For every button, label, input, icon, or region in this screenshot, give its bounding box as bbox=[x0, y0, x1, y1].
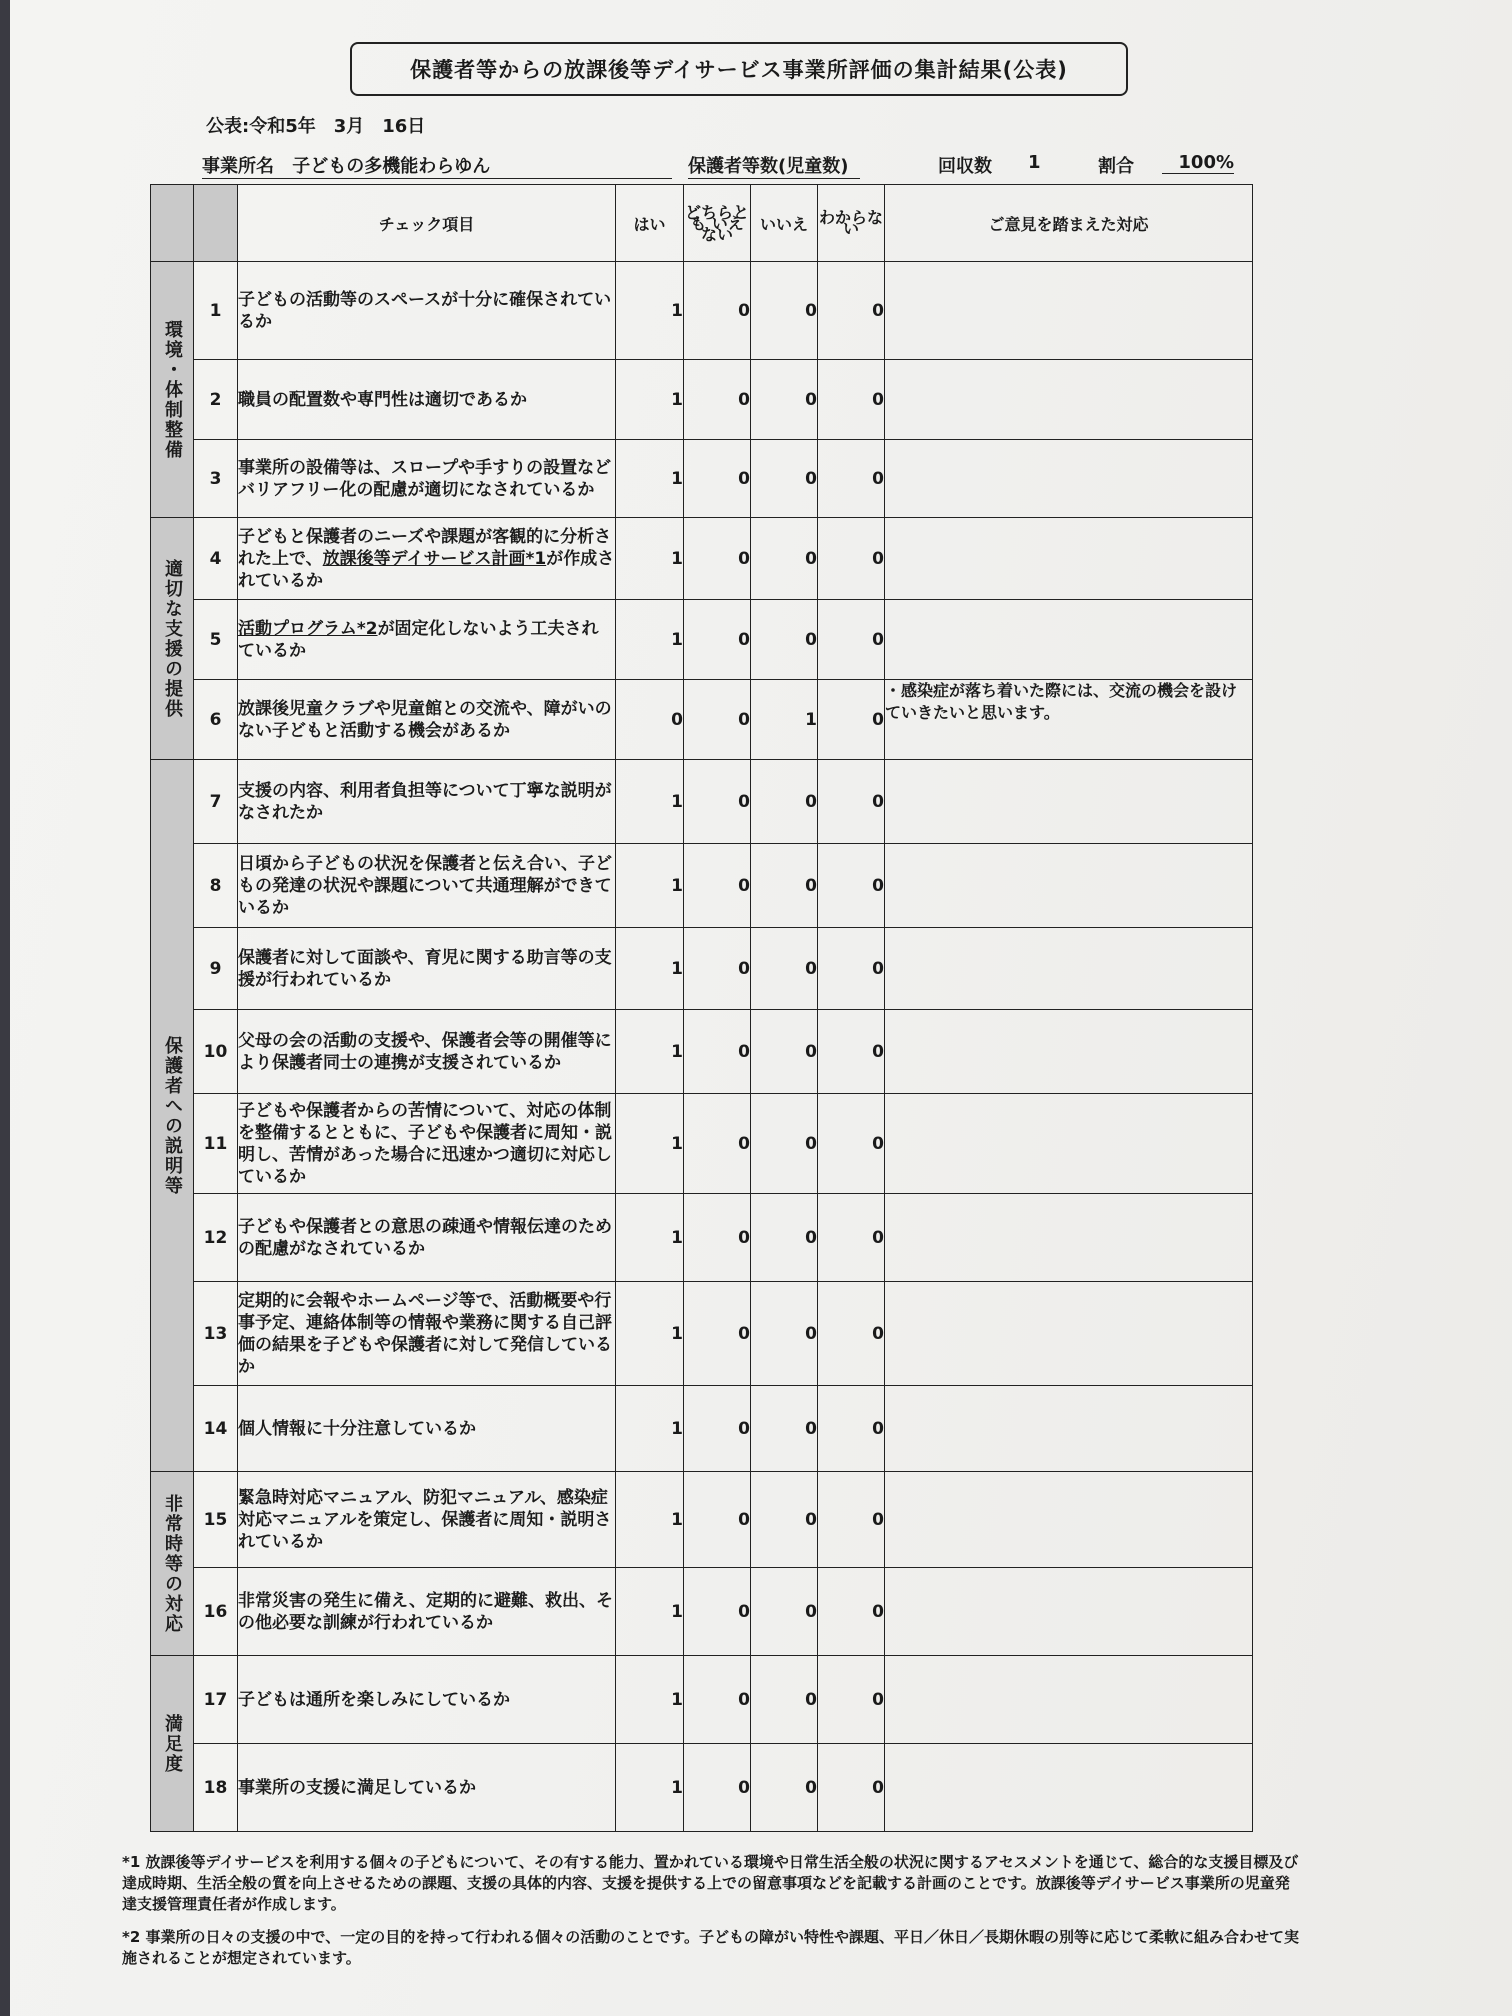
yes-count: 0 bbox=[616, 680, 684, 760]
response-cell bbox=[885, 844, 1253, 928]
table-row bbox=[151, 1568, 1253, 1656]
yes-count: 1 bbox=[616, 1472, 684, 1568]
item-number: 11 bbox=[194, 1094, 238, 1194]
evaluation-table bbox=[150, 184, 1253, 1832]
response-cell bbox=[885, 1094, 1253, 1194]
table-row bbox=[151, 600, 1253, 680]
yes-count: 1 bbox=[616, 1010, 684, 1094]
check-item: 子どもは通所を楽しみにしているか bbox=[238, 1656, 616, 1744]
number-header bbox=[194, 185, 238, 262]
footnote-1: *1 放課後等デイサービスを利用する個々の子どもについて、その有する能力、置かれている環境や日常生活全般の状況に関するアセスメントを通じて、総合的な支援目標及び達成時期、生活全般の質を向上させるための課題、支援の具体的内容、支援を提供する上での留意事項などを記載する計画のことです。放課後等デイサービス事業所の児童発達支援管理責任者が作成します。 bbox=[122, 1853, 1299, 1913]
response-cell bbox=[885, 440, 1253, 518]
item-number: 10 bbox=[194, 1010, 238, 1094]
check-item bbox=[238, 600, 616, 680]
no-header: いいえ bbox=[751, 185, 818, 262]
response-cell bbox=[885, 360, 1253, 440]
no-count: 0 bbox=[751, 1282, 818, 1386]
unknown-count: 0 bbox=[818, 1282, 885, 1386]
neither-count: 0 bbox=[684, 844, 751, 928]
table-row bbox=[151, 760, 1253, 844]
response-cell bbox=[885, 518, 1253, 600]
table-row bbox=[151, 1744, 1253, 1832]
table-row bbox=[151, 440, 1253, 518]
yes-count: 1 bbox=[616, 360, 684, 440]
response-cell bbox=[885, 928, 1253, 1010]
unknown-count: 0 bbox=[818, 680, 885, 760]
no-count: 0 bbox=[751, 1744, 818, 1832]
table-header-row bbox=[151, 185, 1253, 262]
yes-count: 1 bbox=[616, 600, 684, 680]
neither-count: 0 bbox=[684, 518, 751, 600]
response-cell bbox=[885, 1744, 1253, 1832]
unknown-count: 0 bbox=[818, 518, 885, 600]
response-cell: ・感染症が落ち着いた際には、交流の機会を設けていきたいと思います。 bbox=[885, 680, 1253, 760]
item-number: 15 bbox=[194, 1472, 238, 1568]
collected-value: 1 bbox=[1028, 152, 1041, 173]
neither-count: 0 bbox=[684, 680, 751, 760]
office-info-row bbox=[202, 152, 1234, 178]
check-item bbox=[238, 518, 616, 600]
table-row bbox=[151, 1194, 1253, 1282]
table-row bbox=[151, 680, 1253, 760]
table-row bbox=[151, 844, 1253, 928]
response-cell bbox=[885, 600, 1253, 680]
response-cell bbox=[885, 1282, 1253, 1386]
category-header bbox=[151, 185, 194, 262]
neither-count: 0 bbox=[684, 1386, 751, 1472]
yes-count: 1 bbox=[616, 760, 684, 844]
check-item-text: 子どもと保護者のニーズや課題が客観的に分析された上で、 bbox=[238, 526, 612, 569]
yes-count: 1 bbox=[616, 1094, 684, 1194]
neither-count: 0 bbox=[684, 360, 751, 440]
yes-count: 1 bbox=[616, 518, 684, 600]
table-row bbox=[151, 1094, 1253, 1194]
neither-count: 0 bbox=[684, 600, 751, 680]
neither-count: 0 bbox=[684, 1194, 751, 1282]
no-count: 0 bbox=[751, 518, 818, 600]
no-count: 0 bbox=[751, 1386, 818, 1472]
neither-count: 0 bbox=[684, 440, 751, 518]
table-row bbox=[151, 360, 1253, 440]
category-cell: 満足度 bbox=[151, 1656, 194, 1832]
item-number: 5 bbox=[194, 600, 238, 680]
footnote-reference: 活動プログラム*2 bbox=[238, 618, 378, 639]
yes-count: 1 bbox=[616, 1282, 684, 1386]
yes-count: 1 bbox=[616, 1656, 684, 1744]
response-cell bbox=[885, 1568, 1253, 1656]
yes-count: 1 bbox=[616, 928, 684, 1010]
office-name-label: 事業所名 bbox=[202, 156, 274, 177]
yes-count: 1 bbox=[616, 1386, 684, 1472]
neither-count: 0 bbox=[684, 1282, 751, 1386]
unknown-count: 0 bbox=[818, 600, 885, 680]
item-number: 16 bbox=[194, 1568, 238, 1656]
response-cell bbox=[885, 262, 1253, 360]
response-cell bbox=[885, 1386, 1253, 1472]
check-item: 支援の内容、利用者負担等について丁寧な説明がなされたか bbox=[238, 760, 616, 844]
check-item: 保護者に対して面談や、育児に関する助言等の支援が行われているか bbox=[238, 928, 616, 1010]
unknown-count: 0 bbox=[818, 1194, 885, 1282]
table-row bbox=[151, 928, 1253, 1010]
check-item: 緊急時対応マニュアル、防犯マニュアル、感染症対応マニュアルを策定し、保護者に周知・説明されているか bbox=[238, 1472, 616, 1568]
check-item: 非常災害の発生に備え、定期的に避難、救出、その他必要な訓練が行われているか bbox=[238, 1568, 616, 1656]
unknown-count: 0 bbox=[818, 440, 885, 518]
unknown-count: 0 bbox=[818, 262, 885, 360]
collected-label: 回収数 bbox=[938, 156, 992, 177]
ratio-value: 100% bbox=[1162, 152, 1234, 174]
item-number: 1 bbox=[194, 262, 238, 360]
response-cell bbox=[885, 1472, 1253, 1568]
check-item-text: が作成されているか bbox=[238, 548, 615, 591]
no-count: 0 bbox=[751, 262, 818, 360]
item-number: 6 bbox=[194, 680, 238, 760]
response-header: ご意見を踏まえた対応 bbox=[885, 185, 1253, 262]
response-cell bbox=[885, 1194, 1253, 1282]
neither-count: 0 bbox=[684, 1568, 751, 1656]
guardian-count-label: 保護者等数(児童数) bbox=[688, 152, 860, 179]
unknown-count: 0 bbox=[818, 1472, 885, 1568]
check-item: 父母の会の活動の支援や、保護者会等の開催等により保護者同士の連携が支援されているか bbox=[238, 1010, 616, 1094]
unknown-count: 0 bbox=[818, 844, 885, 928]
table-row bbox=[151, 1472, 1253, 1568]
document-page bbox=[10, 0, 1512, 2016]
check-item-text: が固定化しないよう工夫されているか bbox=[238, 618, 599, 661]
yes-count: 1 bbox=[616, 844, 684, 928]
unknown-count: 0 bbox=[818, 1386, 885, 1472]
response-cell bbox=[885, 1010, 1253, 1094]
unknown-count: 0 bbox=[818, 1744, 885, 1832]
no-count: 0 bbox=[751, 1194, 818, 1282]
item-number: 3 bbox=[194, 440, 238, 518]
table-row bbox=[151, 1386, 1253, 1472]
table-row bbox=[151, 1010, 1253, 1094]
yes-count: 1 bbox=[616, 1194, 684, 1282]
category-cell: 保護者への説明等 bbox=[151, 760, 194, 1472]
item-number: 12 bbox=[194, 1194, 238, 1282]
footnote-2: *2 事業所の日々の支援の中で、一定の目的を持って行われる個々の活動のことです。子どもの障がい特性や課題、平日／休日／長期休暇の別等に応じて柔軟に組み合わせて実施されることが想定されています。 bbox=[122, 1928, 1300, 1967]
footnotes bbox=[122, 1852, 1304, 1981]
table-row bbox=[151, 518, 1253, 600]
check-item: 定期的に会報やホームページ等で、活動概要や行事予定、連絡体制等の情報や業務に関する自己評価の結果を子どもや保護者に対して発信しているか bbox=[238, 1282, 616, 1386]
response-cell bbox=[885, 1656, 1253, 1744]
ratio-label: 割合 bbox=[1098, 156, 1134, 177]
check-item: 日頃から子どもの状況を保護者と伝え合い、子どもの発達の状況や課題について共通理解ができているか bbox=[238, 844, 616, 928]
yes-count: 1 bbox=[616, 1568, 684, 1656]
neither-count: 0 bbox=[684, 1094, 751, 1194]
check-item: 子どもの活動等のスペースが十分に確保されているか bbox=[238, 262, 616, 360]
check-item: 個人情報に十分注意しているか bbox=[238, 1386, 616, 1472]
check-item: 子どもや保護者からの苦情について、対応の体制を整備するとともに、子どもや保護者に周知・説明し、苦情があった場合に迅速かつ適切に対応しているか bbox=[238, 1094, 616, 1194]
yes-count: 1 bbox=[616, 262, 684, 360]
neither-header: どちらとも いえない bbox=[684, 185, 751, 262]
table-row bbox=[151, 262, 1253, 360]
no-count: 0 bbox=[751, 1472, 818, 1568]
check-item: 職員の配置数や専門性は適切であるか bbox=[238, 360, 616, 440]
no-count: 0 bbox=[751, 928, 818, 1010]
neither-count: 0 bbox=[684, 262, 751, 360]
neither-count: 0 bbox=[684, 760, 751, 844]
no-count: 0 bbox=[751, 1010, 818, 1094]
item-number: 8 bbox=[194, 844, 238, 928]
item-number: 13 bbox=[194, 1282, 238, 1386]
check-item: 事業所の支援に満足しているか bbox=[238, 1744, 616, 1832]
category-cell: 非常時等の対応 bbox=[151, 1472, 194, 1656]
item-number: 4 bbox=[194, 518, 238, 600]
neither-count: 0 bbox=[684, 1472, 751, 1568]
yes-count: 1 bbox=[616, 1744, 684, 1832]
unknown-count: 0 bbox=[818, 1568, 885, 1656]
neither-count: 0 bbox=[684, 1656, 751, 1744]
unknown-header: わからない bbox=[818, 185, 885, 262]
publication-date: 公表:令和5年 3月 16日 bbox=[206, 116, 426, 137]
office-name-line bbox=[202, 152, 672, 179]
document-title: 保護者等からの放課後等デイサービス事業所評価の集計結果(公表) bbox=[350, 42, 1128, 96]
category-cell: 適切な支援の提供 bbox=[151, 518, 194, 760]
check-item: 事業所の設備等は、スロープや手すりの設置などバリアフリー化の配慮が適切になされているか bbox=[238, 440, 616, 518]
item-number: 17 bbox=[194, 1656, 238, 1744]
check-item: 放課後児童クラブや児童館との交流や、障がいのない子どもと活動する機会があるか bbox=[238, 680, 616, 760]
office-name: 子どもの多機能わらゆん bbox=[292, 156, 491, 177]
no-count: 0 bbox=[751, 1568, 818, 1656]
no-count: 0 bbox=[751, 844, 818, 928]
unknown-count: 0 bbox=[818, 1094, 885, 1194]
no-count: 0 bbox=[751, 1656, 818, 1744]
table-row bbox=[151, 1656, 1253, 1744]
unknown-count: 0 bbox=[818, 1010, 885, 1094]
item-number: 7 bbox=[194, 760, 238, 844]
item-number: 2 bbox=[194, 360, 238, 440]
no-count: 0 bbox=[751, 440, 818, 518]
item-number: 14 bbox=[194, 1386, 238, 1472]
no-count: 0 bbox=[751, 600, 818, 680]
check-item-header: チェック項目 bbox=[238, 185, 616, 262]
item-number: 9 bbox=[194, 928, 238, 1010]
unknown-count: 0 bbox=[818, 360, 885, 440]
category-cell: 環境・体制整備 bbox=[151, 262, 194, 518]
no-count: 0 bbox=[751, 1094, 818, 1194]
response-cell bbox=[885, 760, 1253, 844]
footnote-reference: 放課後等デイサービス計画*1 bbox=[322, 548, 547, 569]
table-row bbox=[151, 1282, 1253, 1386]
unknown-count: 0 bbox=[818, 928, 885, 1010]
no-count: 0 bbox=[751, 360, 818, 440]
yes-header: はい bbox=[616, 185, 684, 262]
neither-count: 0 bbox=[684, 928, 751, 1010]
check-item: 子どもや保護者との意思の疎通や情報伝達のための配慮がなされているか bbox=[238, 1194, 616, 1282]
yes-count: 1 bbox=[616, 440, 684, 518]
neither-count: 0 bbox=[684, 1744, 751, 1832]
unknown-count: 0 bbox=[818, 1656, 885, 1744]
item-number: 18 bbox=[194, 1744, 238, 1832]
neither-count: 0 bbox=[684, 1010, 751, 1094]
no-count: 0 bbox=[751, 760, 818, 844]
unknown-count: 0 bbox=[818, 760, 885, 844]
no-count: 1 bbox=[751, 680, 818, 760]
